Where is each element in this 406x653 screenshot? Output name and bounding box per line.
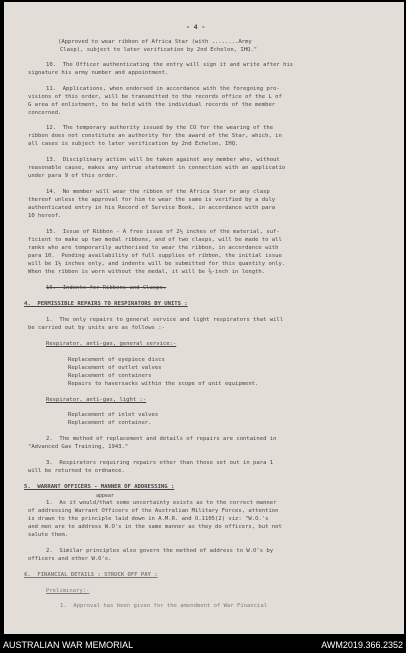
text-line: 2. Similar principles also govern the method of address to W.O's by	[46, 548, 274, 554]
handwritten-insertion: appear	[96, 493, 115, 499]
text-line: para 10. Pending availability of full supplies of ribbon, the initial issue	[28, 253, 282, 259]
list-item: Repairs to haversacks within the scope of unit equipment.	[68, 381, 259, 387]
text-line: 2. The method of replacement and details of repairs are contained in	[46, 436, 277, 442]
text-line: ribbon does not constitute an authority for the award of the Star, which, in	[28, 133, 282, 139]
text-line: G area of enlistment, to be held with the individual records of the member	[28, 102, 276, 108]
list-item: Replacement of inlet valves	[68, 412, 159, 418]
subheading: Preliminary:-	[46, 588, 90, 594]
text-line: 3. Respirators requiring repairs other than those set out in para 1	[46, 460, 274, 466]
section-heading: 4. PERMISSIBLE REPAIRS TO RESPIRATORS BY UNITS :	[24, 301, 188, 307]
document-page	[4, 2, 404, 634]
archive-footer	[0, 637, 406, 653]
text-line: salute them.	[28, 532, 69, 538]
list-item: Replacement of outlet valves	[68, 365, 162, 371]
accession-number: AWM2019.366.2352	[321, 640, 403, 650]
text-line: When the ribbon is worn without the medal, it will be ⅜-inch in length.	[28, 269, 266, 275]
text-line: thereof unless the approval for him to wear the same is verified by a duly	[28, 197, 276, 203]
text-line: will be returned to ordnance.	[28, 468, 125, 474]
text-line: authenticated entry in his Record of Service Book, in accordance with para	[28, 205, 276, 211]
list-item: Replacement of eyepiece discs	[68, 357, 165, 363]
archive-name: AUSTRALIAN WAR MEMORIAL	[3, 640, 134, 650]
text-line: reasonable cause, makes any untrue statement in connection with an applicatio	[28, 165, 286, 171]
section-heading: 6. FINANCIAL DETAILS : STRUCK OFF PAY :	[24, 572, 158, 578]
text-line: will be 1½ inches only, and indents will be submitted for this quantity only.	[28, 261, 286, 267]
text-line: 1. As it would/that some uncertainty exists as to the correct manner	[46, 500, 277, 506]
text-line: ficient to make up two medal ribbons, and of two clasps, will be made to all	[28, 237, 282, 243]
text-line: 1. The only repairs to general service and light respirators that will	[46, 317, 284, 323]
text-line: concerned.	[28, 110, 62, 116]
struck-out-line: 16. Indents for Ribbons and Clasps.	[46, 285, 167, 291]
text-line: 14. No member will wear the ribbon of the Africa Star or any clasp	[46, 189, 270, 195]
text-line: visions of this order, will be transmitted to the records office of the L of	[28, 94, 282, 100]
text-line: 11. Applications, when endorsed in accordance with the foregoing pro-	[46, 86, 280, 92]
text-line: ranks who are temporarily authorised to wear the ribbon, in accordance with	[28, 245, 279, 251]
text-line: 10 hereof.	[28, 213, 62, 219]
text-line: 1. Approval has been given for the amendment of War Financial	[60, 603, 268, 609]
text-line: under para 9 of this order.	[28, 173, 119, 179]
text-line: be carried out by units are as follows :-	[28, 325, 165, 331]
list-item: Replacement of containers	[68, 373, 152, 379]
subheading: Respirator, anti-gas, general service:-	[46, 341, 177, 347]
subheading: Respirator, anti-gas, light :-	[46, 397, 147, 403]
text-line: 10. The Officer authenticating the entry will sign it and write after his	[46, 62, 294, 68]
text-line: 12. The temporary authority issued by the CO for the wearing of the	[46, 125, 274, 131]
text-line: officers and other W.O's.	[28, 556, 112, 562]
text-line: all cases is subject to later verification by 2nd Echelon, IHQ.	[28, 141, 239, 147]
text-line: "Advanced Gas Training, 1943."	[28, 444, 129, 450]
text-line: 13. Disciplinary action will be taken against any member who, without	[46, 157, 280, 163]
text-line: (Approved to wear ribbon of Africa Star (with ........Army	[58, 39, 252, 45]
list-item: Replacement of container.	[68, 420, 152, 426]
text-line: is drawn to the principle laid down in A.M.R. and O.1105(2) viz: "W.O.'s	[28, 516, 269, 522]
section-heading: 5. WARRANT OFFICERS - MANNER OF ADDRESSING :	[24, 484, 175, 490]
text-line: and men are to address W.O's in the same manner as they do officers, but not	[28, 524, 282, 530]
text-line: Clasp), subject to later verification by 2nd Echelon, IHQ."	[60, 47, 258, 53]
text-line: signature his army number and appointment.	[28, 70, 169, 76]
page-number: - 4 -	[186, 23, 206, 31]
text-line: of addressing Warrant Officers of the Australian Military Forces, attention	[28, 508, 279, 514]
text-line: 15. Issue of Ribbon - A free issue of 2½ inches of the material, suf-	[46, 229, 280, 235]
